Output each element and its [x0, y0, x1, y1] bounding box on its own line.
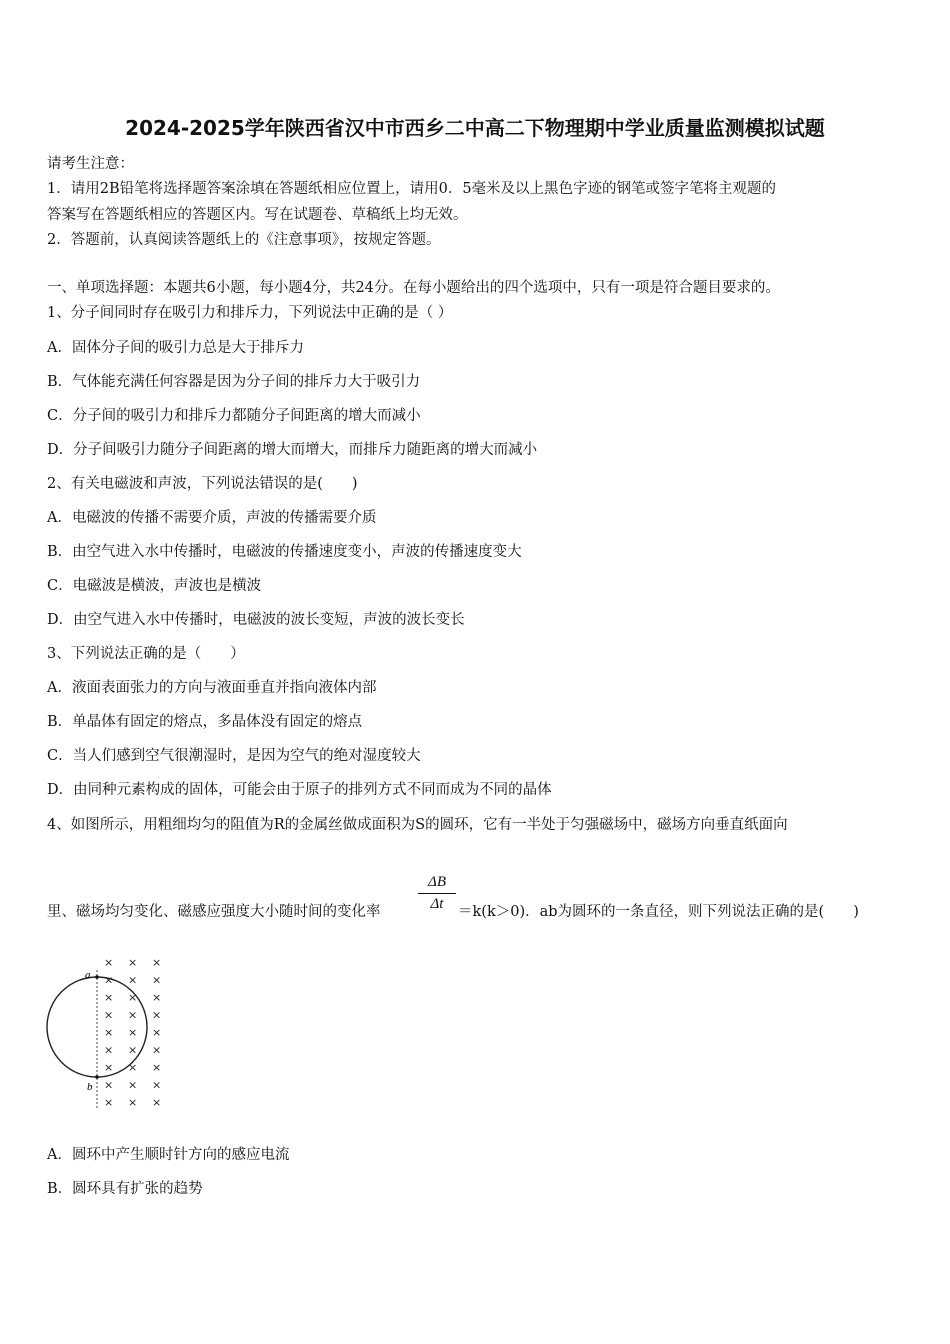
field-cross-mark: × — [128, 1043, 138, 1057]
q4-option-a: A．圆环中产生顺时针方向的感应电流 — [47, 1147, 290, 1163]
field-cross-mark: × — [128, 1026, 138, 1039]
point-b-dot — [95, 1075, 99, 1079]
q2-option-a: A．电磁波的传播不需要介质，声波的传播需要介质 — [47, 510, 377, 526]
field-cross-mark: × — [152, 1026, 162, 1039]
q4-stem-line1: 4、如图所示，用粗细均匀的阻值为R的金属丝做成面积为S的圆环，它有一半处于匀强磁场中，磁场方向垂直纸面向 — [47, 817, 788, 833]
q3-option-c: C．当人们感到空气很潮湿时，是因为空气的绝对湿度较大 — [47, 748, 421, 764]
q2-option-d: D．由空气进入水中传播时，电磁波的波长变短，声波的波长变长 — [47, 612, 465, 628]
point-b-label: b — [87, 1081, 93, 1093]
q2-option-b: B．由空气进入水中传播时，电磁波的传播速度变小，声波的传播速度变大 — [47, 544, 522, 560]
field-cross-mark: × — [104, 1043, 114, 1057]
field-cross-mark: × — [104, 1026, 114, 1039]
q1-option-d: D．分子间吸引力随分子间距离的增大而增大，而排斥力随距离的增大而减小 — [47, 442, 538, 458]
field-cross-mark: × — [128, 991, 138, 1004]
field-cross-mark: × — [128, 1096, 138, 1109]
point-a-label: a — [85, 969, 91, 981]
page-title: 2024-2025学年陕西省汉中市西乡二中高二下物理期中学业质量监测模拟试题 — [125, 116, 825, 140]
field-cross-mark: × — [104, 1096, 114, 1109]
notice-line-1b: 答案写在答题纸相应的答题区内。写在试题卷、草稿纸上均无效。 — [47, 207, 468, 223]
field-cross-mark: × — [152, 973, 162, 987]
q4-stem-line2-right: ＝k(k＞0)．ab为圆环的一条直径，则下列说法正确的是( ) — [458, 904, 859, 920]
notice-line-1a: 1．请用2B铅笔将选择题答案涂填在答题纸相应位置上，请用0．5毫米及以上黑色字迹的钢笔或签字笔将主观题的 — [47, 181, 777, 197]
field-cross-mark: × — [104, 1078, 114, 1092]
q2-option-c: C．电磁波是横波，声波也是横波 — [47, 578, 262, 594]
q3-option-b: B．单晶体有固定的熔点，多晶体没有固定的熔点 — [47, 714, 363, 730]
field-cross-mark: × — [128, 973, 138, 987]
q4-stem-line2-left: 里、磁场均匀变化、磁感应强度大小随时间的变化率 — [47, 904, 381, 920]
field-cross-mark: × — [152, 991, 162, 1004]
q3-option-d: D．由同种元素构成的固体，可能会由于原子的排列方式不同而成为不同的晶体 — [47, 782, 552, 798]
magnetic-field-ring-figure — [40, 950, 180, 1120]
field-cross-mark: × — [128, 1061, 138, 1074]
field-cross-mark: × — [152, 1096, 162, 1109]
q3-stem: 3、下列说法正确的是（ ） — [47, 646, 245, 662]
field-cross-mark: × — [128, 1008, 138, 1022]
q1-option-c: C．分子间的吸引力和排斥力都随分子间距离的增大而减小 — [47, 408, 421, 424]
field-cross-mark: × — [152, 956, 162, 969]
field-cross-mark: × — [104, 1061, 114, 1074]
field-cross-mark: × — [152, 1008, 162, 1022]
field-cross-mark: × — [104, 973, 114, 987]
q1-option-b: B．气体能充满任何容器是因为分子间的排斥力大于吸引力 — [47, 374, 421, 390]
q3-option-a: A．液面表面张力的方向与液面垂直并指向液体内部 — [47, 680, 377, 696]
notice-heading: 请考生注意： — [47, 156, 134, 172]
field-cross-mark: × — [104, 991, 114, 1004]
fraction-numerator: ΔB — [418, 874, 456, 894]
fraction-denominator: Δt — [430, 896, 444, 912]
field-cross-mark: × — [152, 1061, 162, 1074]
notice-line-2: 2．答题前，认真阅读答题纸上的《注意事项》，按规定答题。 — [47, 232, 441, 248]
field-cross-mark: × — [104, 956, 114, 969]
field-cross-mark: × — [152, 1043, 162, 1057]
rate-fraction — [418, 874, 456, 913]
q2-stem: 2、有关电磁波和声波，下列说法错误的是( ) — [47, 476, 358, 492]
field-cross-mark: × — [152, 1078, 162, 1092]
field-cross-mark: × — [128, 1078, 138, 1092]
section-heading: 一、单项选择题：本题共6小题，每小题4分，共24分。在每小题给出的四个选项中，只有一项是符合题目要求的。 — [47, 280, 780, 296]
field-cross-mark: × — [104, 1008, 114, 1022]
point-a-dot — [95, 975, 99, 979]
field-cross-mark: × — [128, 956, 138, 969]
q4-option-b: B．圆环具有扩张的趋势 — [47, 1181, 203, 1197]
q1-option-a: A．固体分子间的吸引力总是大于排斥力 — [47, 340, 304, 356]
q1-stem: 1、分子间同时存在吸引力和排斥力，下列说法中正确的是（ ） — [47, 305, 453, 321]
